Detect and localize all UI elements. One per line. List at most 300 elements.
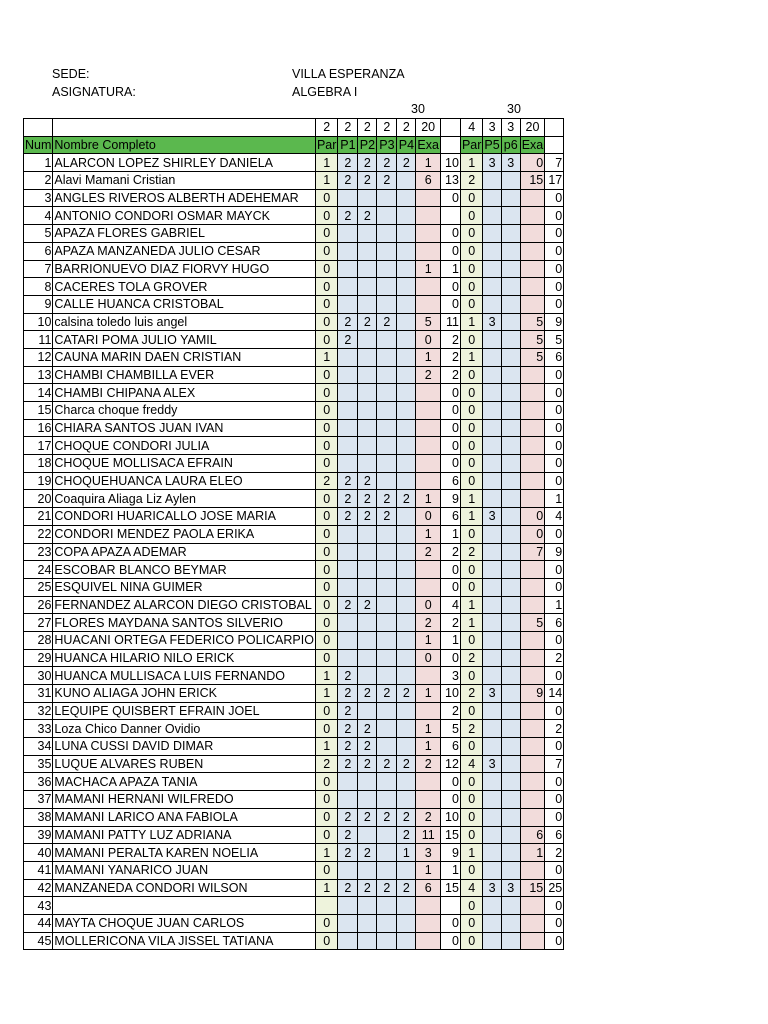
grade-cell: 0: [440, 419, 460, 437]
grade-cell: 0: [315, 278, 337, 296]
grade-cell: [397, 614, 416, 632]
grade-cell: 0: [460, 897, 482, 915]
grade-cell: 0: [315, 561, 337, 579]
grade-cell: 5: [520, 331, 545, 349]
grade-cell: 30: [24, 667, 53, 685]
grade-cell: [483, 914, 501, 932]
grade-cell: 2: [338, 172, 358, 190]
grade-cell: [377, 419, 397, 437]
grade-cell: 1: [440, 525, 460, 543]
column-header: Par: [461, 138, 482, 153]
grade-cell: 2: [358, 490, 377, 508]
grade-cell: [338, 861, 358, 879]
student-name: APAZA MANZANEDA JULIO CESAR: [53, 242, 316, 260]
grade-cell: 20: [24, 490, 53, 508]
grade-cell: 3: [483, 685, 501, 703]
grade-cell: [501, 437, 520, 455]
grade-cell: [397, 295, 416, 313]
grade-cell: 0: [545, 278, 564, 296]
grade-cell: 14: [24, 384, 53, 402]
grade-cell: [377, 578, 397, 596]
grade-cell: [520, 932, 545, 950]
grade-cell: 2: [397, 685, 416, 703]
grade-cell: 10: [24, 313, 53, 331]
grade-cell: [338, 914, 358, 932]
student-name: Alavi Mamani Cristian: [53, 172, 316, 190]
grade-cell: [397, 313, 416, 331]
grade-cell: [397, 791, 416, 809]
grade-cell: [483, 773, 501, 791]
column-header: [440, 136, 460, 154]
grade-cell: [377, 773, 397, 791]
column-header: Nombre Completo: [53, 136, 316, 154]
table-row: [24, 596, 564, 614]
grade-cell: [483, 172, 501, 190]
grade-cell: [501, 313, 520, 331]
grade-cell: [377, 914, 397, 932]
grade-cell: [416, 455, 441, 473]
grade-cell: 27: [24, 614, 53, 632]
grade-cell: 1: [460, 596, 482, 614]
grade-cell: [358, 543, 377, 561]
grade-cell: 33: [24, 720, 53, 738]
grade-cell: [397, 914, 416, 932]
grade-cell: 1: [315, 154, 337, 172]
grade-cell: [483, 189, 501, 207]
grade-cell: 2: [315, 472, 337, 490]
grade-cell: 15: [520, 879, 545, 897]
grade-cell: [501, 738, 520, 756]
table-row: [24, 879, 564, 897]
grade-cell: [501, 543, 520, 561]
grade-cell: [377, 614, 397, 632]
grade-cell: 25: [24, 578, 53, 596]
grade-cell: [377, 844, 397, 862]
grade-cell: [377, 242, 397, 260]
grade-cell: 6: [440, 738, 460, 756]
grade-cell: 4: [440, 596, 460, 614]
grade-cell: 0: [315, 331, 337, 349]
grade-cell: 3: [24, 189, 53, 207]
grade-cell: 1: [460, 508, 482, 526]
grade-cell: 2: [397, 826, 416, 844]
grade-cell: 2: [358, 808, 377, 826]
grade-cell: 1: [545, 596, 564, 614]
grade-cell: [377, 525, 397, 543]
grade-cell: [338, 278, 358, 296]
weight-cell: 3: [501, 119, 520, 137]
grade-cell: 0: [440, 384, 460, 402]
grade-cell: [358, 861, 377, 879]
grade-cell: 0: [440, 578, 460, 596]
grade-cell: 34: [24, 738, 53, 756]
grade-cell: 1: [460, 844, 482, 862]
grade-cell: 2: [338, 720, 358, 738]
grade-cell: 0: [545, 808, 564, 826]
grade-cell: 1: [545, 490, 564, 508]
grade-cell: 6: [520, 826, 545, 844]
grade-cell: [501, 278, 520, 296]
table-row: [24, 348, 564, 366]
grade-cell: 0: [460, 561, 482, 579]
grade-cell: 13: [24, 366, 53, 384]
grade-cell: [397, 402, 416, 420]
grade-cell: [397, 649, 416, 667]
grade-cell: [377, 720, 397, 738]
table-row: [24, 437, 564, 455]
grade-cell: [520, 384, 545, 402]
column-header: P1: [338, 136, 358, 154]
grade-cell: 2: [460, 685, 482, 703]
grade-cell: [416, 225, 441, 243]
grade-cell: 0: [545, 738, 564, 756]
table-row: [24, 773, 564, 791]
grade-cell: [416, 437, 441, 455]
weights-row: [24, 119, 564, 137]
grade-cell: [358, 525, 377, 543]
grade-cell: 2: [440, 331, 460, 349]
grade-cell: 0: [460, 702, 482, 720]
grade-cell: 0: [315, 649, 337, 667]
table-row: [24, 366, 564, 384]
grade-cell: 0: [545, 207, 564, 225]
grade-cell: [338, 614, 358, 632]
table-row: [24, 861, 564, 879]
grade-cell: 2: [358, 154, 377, 172]
student-name: Loza Chico Danner Ovidio: [53, 720, 316, 738]
grade-cell: 2: [358, 313, 377, 331]
grade-cell: [358, 897, 377, 915]
table-row: [24, 490, 564, 508]
grade-cell: [520, 578, 545, 596]
table-row: [24, 331, 564, 349]
grade-cell: [520, 791, 545, 809]
asignatura-value: ALGEBRA I: [292, 85, 358, 99]
grade-cell: 2: [440, 543, 460, 561]
table-row: [24, 278, 564, 296]
grade-cell: 0: [315, 295, 337, 313]
grade-cell: [397, 260, 416, 278]
grade-cell: [416, 242, 441, 260]
grade-cell: 12: [24, 348, 53, 366]
grade-cell: 0: [545, 561, 564, 579]
grade-cell: [501, 897, 520, 915]
grade-cell: [377, 631, 397, 649]
grade-cell: 0: [440, 649, 460, 667]
grade-cell: 2: [338, 490, 358, 508]
student-name: CHIARA SANTOS JUAN IVAN: [53, 419, 316, 437]
grade-cell: [397, 932, 416, 950]
grade-cell: 36: [24, 773, 53, 791]
grade-cell: 2: [358, 738, 377, 756]
grade-cell: 1: [315, 348, 337, 366]
weight-cell: 3: [483, 119, 501, 137]
grade-cell: [501, 773, 520, 791]
grade-cell: 2: [416, 808, 441, 826]
student-name: LEQUIPE QUISBERT EFRAIN JOEL: [53, 702, 316, 720]
grade-cell: 2: [377, 508, 397, 526]
grade-cell: 2: [397, 490, 416, 508]
grade-cell: [416, 932, 441, 950]
grade-cell: [377, 437, 397, 455]
grade-cell: 1: [416, 260, 441, 278]
grade-cell: 0: [315, 207, 337, 225]
grade-cell: [377, 738, 397, 756]
grade-cell: 2: [377, 808, 397, 826]
grade-cell: [358, 914, 377, 932]
grade-cell: 0: [460, 384, 482, 402]
grade-cell: 2: [416, 543, 441, 561]
grade-cell: [501, 932, 520, 950]
total-points-first: 30: [411, 102, 425, 116]
grade-cell: [483, 348, 501, 366]
grade-cell: 28: [24, 631, 53, 649]
grade-cell: [520, 189, 545, 207]
grade-cell: 4: [24, 207, 53, 225]
grade-cell: 1: [460, 154, 482, 172]
grade-cell: 0: [460, 331, 482, 349]
grade-cell: 2: [338, 313, 358, 331]
grade-cell: 2: [545, 649, 564, 667]
grade-cell: 2: [440, 348, 460, 366]
grade-cell: [501, 242, 520, 260]
table-row: [24, 525, 564, 543]
grade-cell: 0: [545, 366, 564, 384]
grade-cell: 19: [24, 472, 53, 490]
grade-cell: 2: [358, 172, 377, 190]
column-header: p6: [501, 136, 520, 154]
table-row: [24, 384, 564, 402]
grade-cell: [358, 242, 377, 260]
grade-cell: [483, 720, 501, 738]
grade-cell: [501, 755, 520, 773]
grade-cell: 1: [460, 490, 482, 508]
grade-cell: 2: [338, 331, 358, 349]
grade-cell: 2: [377, 490, 397, 508]
grade-cell: 1: [315, 667, 337, 685]
grade-cell: [440, 897, 460, 915]
grade-cell: 0: [416, 649, 441, 667]
grade-cell: [397, 384, 416, 402]
grade-cell: 13: [440, 172, 460, 190]
student-name: HUANCA MULLISACA LUIS FERNANDO: [53, 667, 316, 685]
grade-cell: 2: [24, 172, 53, 190]
grade-cell: 0: [460, 225, 482, 243]
grade-cell: [358, 561, 377, 579]
grade-cell: [358, 578, 377, 596]
grade-cell: 2: [358, 844, 377, 862]
grade-cell: 0: [460, 773, 482, 791]
grade-cell: 1: [315, 879, 337, 897]
grade-cell: 2: [440, 702, 460, 720]
grade-cell: 0: [545, 861, 564, 879]
student-name: MAMANI PERALTA KAREN NOELIA: [53, 844, 316, 862]
student-name: CATARI POMA JULIO YAMIL: [53, 331, 316, 349]
grade-cell: [358, 348, 377, 366]
student-name: CHOQUE CONDORI JULIA: [53, 437, 316, 455]
grade-cell: 1: [460, 313, 482, 331]
grade-cell: 3: [483, 508, 501, 526]
student-name: FLORES MAYDANA SANTOS SILVERIO: [53, 614, 316, 632]
grade-cell: [501, 384, 520, 402]
grades-table: [23, 118, 564, 950]
grade-cell: [501, 631, 520, 649]
grade-cell: 0: [460, 914, 482, 932]
grade-cell: [416, 702, 441, 720]
grade-cell: [397, 331, 416, 349]
grade-cell: [483, 667, 501, 685]
grade-cell: [397, 543, 416, 561]
grade-cell: [397, 508, 416, 526]
grade-cell: 6: [416, 879, 441, 897]
grade-cell: 1: [397, 844, 416, 862]
grade-cell: [397, 189, 416, 207]
grade-cell: 2: [416, 366, 441, 384]
grade-cell: [520, 720, 545, 738]
grade-cell: [416, 791, 441, 809]
grade-cell: 0: [460, 791, 482, 809]
grade-cell: 14: [545, 685, 564, 703]
grade-cell: 35: [24, 755, 53, 773]
column-header: P3: [377, 136, 397, 154]
student-name: CONDORI HUARICALLO JOSE MARIA: [53, 508, 316, 526]
student-name: LUQUE ALVARES RUBEN: [53, 755, 316, 773]
grade-cell: 11: [440, 313, 460, 331]
grade-cell: [483, 207, 501, 225]
grade-cell: 0: [315, 490, 337, 508]
grade-cell: 2: [416, 755, 441, 773]
grade-cell: [483, 472, 501, 490]
grade-cell: 2: [460, 649, 482, 667]
grade-cell: [358, 791, 377, 809]
grade-cell: [338, 791, 358, 809]
grade-cell: [483, 525, 501, 543]
grade-cell: 32: [24, 702, 53, 720]
grade-cell: [520, 914, 545, 932]
grade-cell: [377, 649, 397, 667]
grade-cell: [358, 366, 377, 384]
grade-cell: [397, 437, 416, 455]
grade-cell: [338, 242, 358, 260]
student-name: CONDORI MENDEZ PAOLA ERIKA: [53, 525, 316, 543]
grade-cell: 3: [416, 844, 441, 862]
grade-cell: [520, 260, 545, 278]
grade-cell: 0: [460, 861, 482, 879]
grade-cell: [520, 402, 545, 420]
grade-cell: 9: [545, 313, 564, 331]
table-row: [24, 508, 564, 526]
weight-cell: 20: [416, 119, 441, 137]
grade-cell: [397, 225, 416, 243]
student-name: COPA APAZA ADEMAR: [53, 543, 316, 561]
grade-cell: 2: [397, 808, 416, 826]
grade-cell: 0: [315, 242, 337, 260]
grade-cell: [520, 278, 545, 296]
grade-cell: [358, 419, 377, 437]
grade-cell: 1: [315, 172, 337, 190]
grade-cell: 2: [377, 313, 397, 331]
grade-cell: 5: [520, 614, 545, 632]
grade-cell: 0: [545, 419, 564, 437]
grade-cell: [397, 472, 416, 490]
grade-cell: 0: [315, 225, 337, 243]
grade-cell: 2: [440, 366, 460, 384]
grade-cell: 2: [397, 879, 416, 897]
grade-cell: 0: [315, 773, 337, 791]
grade-cell: 10: [440, 154, 460, 172]
table-row: [24, 561, 564, 579]
grade-cell: 9: [440, 844, 460, 862]
grade-cell: 1: [416, 861, 441, 879]
student-name: MAMANI YANARICO JUAN: [53, 861, 316, 879]
grade-cell: 1: [416, 738, 441, 756]
grade-cell: 0: [440, 791, 460, 809]
grade-cell: [377, 278, 397, 296]
grade-cell: [397, 455, 416, 473]
grade-cell: [440, 207, 460, 225]
grade-cell: [501, 649, 520, 667]
grade-cell: 0: [460, 242, 482, 260]
grade-cell: [483, 402, 501, 420]
grade-cell: 0: [545, 295, 564, 313]
grade-cell: 0: [440, 295, 460, 313]
grade-cell: [520, 861, 545, 879]
grade-cell: 6: [440, 472, 460, 490]
grade-cell: 3: [483, 154, 501, 172]
grade-cell: [501, 702, 520, 720]
grade-cell: [483, 844, 501, 862]
grade-cell: 6: [440, 508, 460, 526]
table-row: [24, 649, 564, 667]
student-name: ANGLES RIVEROS ALBERTH ADEHEMAR: [53, 189, 316, 207]
grade-cell: 0: [315, 614, 337, 632]
grade-cell: [397, 419, 416, 437]
table-row: [24, 826, 564, 844]
grade-cell: 1: [440, 260, 460, 278]
grade-cell: 2: [338, 702, 358, 720]
grade-cell: [501, 596, 520, 614]
grade-cell: [416, 773, 441, 791]
grade-cell: [338, 295, 358, 313]
grade-cell: 1: [315, 685, 337, 703]
grade-cell: [483, 384, 501, 402]
grade-cell: [501, 366, 520, 384]
table-row: [24, 402, 564, 420]
grade-cell: 0: [460, 525, 482, 543]
grade-cell: 29: [24, 649, 53, 667]
table-row: [24, 419, 564, 437]
grade-cell: 2: [338, 472, 358, 490]
grade-cell: 2: [358, 207, 377, 225]
grade-cell: 0: [440, 455, 460, 473]
grade-cell: [501, 472, 520, 490]
grade-cell: [416, 578, 441, 596]
grade-cell: 2: [338, 844, 358, 862]
table-row: [24, 154, 564, 172]
table-row: [24, 702, 564, 720]
grade-cell: 0: [440, 278, 460, 296]
grade-cell: 0: [460, 278, 482, 296]
grade-cell: 0: [315, 455, 337, 473]
grade-cell: 4: [460, 879, 482, 897]
grade-cell: [483, 278, 501, 296]
grade-cell: [358, 437, 377, 455]
grade-cell: 0: [545, 189, 564, 207]
grade-cell: 2: [338, 154, 358, 172]
grade-cell: [377, 225, 397, 243]
grade-cell: [520, 455, 545, 473]
grade-cell: 2: [377, 154, 397, 172]
